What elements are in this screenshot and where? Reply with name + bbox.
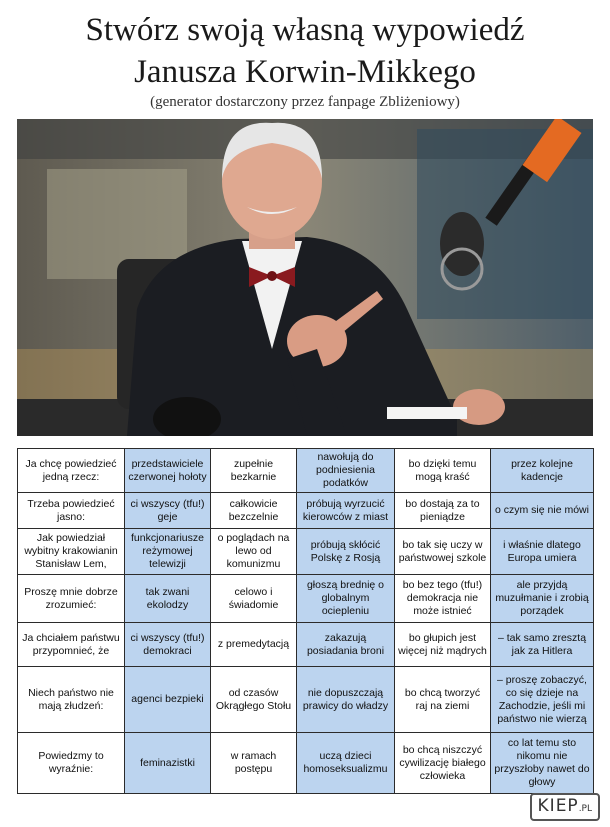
logo-suffix: .PL — [578, 804, 592, 814]
table-cell: bo chcą niszczyć cywilizację białego człowieka — [395, 733, 491, 794]
table-cell: zupełnie bezkarnie — [211, 449, 297, 493]
logo-text: KIEP — [537, 796, 579, 816]
table-cell: nawołują do podniesienia podatków — [297, 449, 395, 493]
table-cell: próbują wyrzucić kierowców z miast — [297, 493, 395, 529]
table-cell: Niech państwo nie mają złudzeń: — [18, 667, 125, 733]
table-cell: Proszę mnie dobrze zrozumieć: — [18, 575, 125, 623]
kiep-logo — [530, 793, 600, 821]
man-at-microphone-icon — [17, 119, 593, 436]
table-cell: celowo i świadomie — [211, 575, 297, 623]
table-cell: ci wszyscy (tfu!) demokraci — [125, 623, 211, 667]
table-cell: z premedytacją — [211, 623, 297, 667]
table-cell: i właśnie dlatego Europa umiera — [491, 529, 594, 575]
table-cell: bo dzięki temu mogą kraść — [395, 449, 491, 493]
table-cell: tak zwani ekolodzy — [125, 575, 211, 623]
table-cell: ale przyjdą muzułmanie i zrobią porządek — [491, 575, 594, 623]
table-row — [18, 575, 594, 623]
table-cell: Jak powiedział wybitny krakowianin Stanisław Lem, — [18, 529, 125, 575]
table-row — [18, 493, 594, 529]
table-cell: Powiedzmy to wyraźnie: — [18, 733, 125, 794]
table-cell: ci wszyscy (tfu!) geje — [125, 493, 211, 529]
table-cell: Ja chcę powiedzieć jedną rzecz: — [18, 449, 125, 493]
table-row — [18, 529, 594, 575]
table-cell: Trzeba powiedzieć jasno: — [18, 493, 125, 529]
table-cell: – proszę zobaczyć, co się dzieje na Zachodzie, jeśli mi państwo nie wierzą — [491, 667, 594, 733]
table-cell: o poglądach na lewo od komunizmu — [211, 529, 297, 575]
table-cell: feminazistki — [125, 733, 211, 794]
title-line-2: Janusza Korwin-Mikkego — [134, 54, 476, 90]
table-cell: całkowicie bezczelnie — [211, 493, 297, 529]
table-cell: – tak samo zresztą jak za Hitlera — [491, 623, 594, 667]
table-cell: bo bez tego (tfu!) demokracja nie może istnieć — [395, 575, 491, 623]
table-cell: bo dostają za to pieniądze — [395, 493, 491, 529]
table-cell: funkcjonariusze reżymowej telewizji — [125, 529, 211, 575]
portrait-photo — [17, 119, 593, 436]
table-cell: co lat temu sto nikomu nie przyszłoby nawet do głowy — [491, 733, 594, 794]
table-cell: w ramach postępu — [211, 733, 297, 794]
table-cell: bo tak się uczy w państwowej szkole — [395, 529, 491, 575]
table-cell: bo chcą tworzyć raj na ziemi — [395, 667, 491, 733]
table-cell: przez kolejne kadencje — [491, 449, 594, 493]
table-cell: o czym się nie mówi — [491, 493, 594, 529]
table-row — [18, 449, 594, 493]
table-cell: agenci bezpieki — [125, 667, 211, 733]
table-cell: uczą dzieci homoseksualizmu — [297, 733, 395, 794]
table-cell: od czasów Okrągłego Stołu — [211, 667, 297, 733]
table-cell: próbują skłócić Polskę z Rosją — [297, 529, 395, 575]
table-cell: przedstawiciele czerwonej hołoty — [125, 449, 211, 493]
generator-table — [17, 448, 594, 794]
table-cell: Ja chciałem państwu przypomnieć, że — [18, 623, 125, 667]
title-line-1: Stwórz swoją własną wypowiedź — [85, 12, 525, 48]
table-cell: głoszą brednię o globalnym ociepleniu — [297, 575, 395, 623]
table-row — [18, 733, 594, 794]
subtitle: (generator dostarczony przez fanpage Zbliżeniowy) — [150, 94, 460, 110]
table-cell: zakazują posiadania broni — [297, 623, 395, 667]
table-row — [18, 623, 594, 667]
table-cell: bo głupich jest więcej niż mądrych — [395, 623, 491, 667]
table-cell: nie dopuszczają prawicy do władzy — [297, 667, 395, 733]
table-row — [18, 667, 594, 733]
